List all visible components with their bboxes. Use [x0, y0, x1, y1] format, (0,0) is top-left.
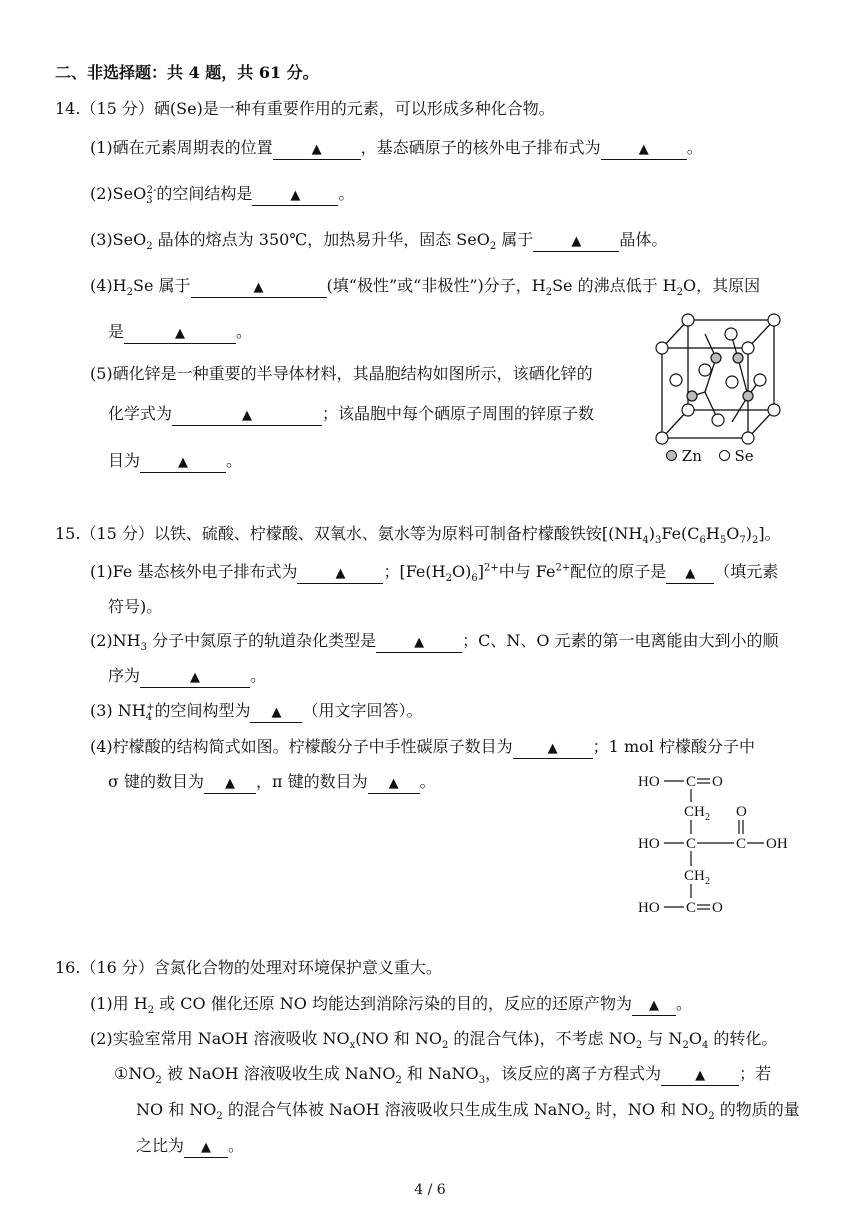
q14-part1: (1)硒在元素周期表的位置 ▲ ，基态硒原子的核外电子排布式为 ▲ 。	[90, 137, 703, 160]
answer-blank[interactable]: ▲	[250, 702, 302, 723]
struct-ho-mid: HO	[638, 836, 660, 852]
q15-part4-cont: σ 键的数目为 ▲ ，π 键的数目为 ▲ 。	[108, 771, 436, 794]
q16-sub1-cont: NO 和 $NO_2$ 的混合气体被 NaOH 溶液吸收只生成生成 NaNO$_2$ 时，NO 和 $NO_2$ 的物质的量	[136, 1100, 800, 1123]
struct-ho-bot: HO	[638, 900, 660, 916]
answer-blank[interactable]: ▲	[513, 738, 593, 759]
q15-part4: (4)柠檬酸的结构简式如图。柠檬酸分子中手性碳原子数目为 ▲ ；1 mol 柠檬酸分子中	[90, 736, 755, 759]
answer-blank[interactable]: ▲	[368, 773, 420, 794]
q16-part1: (1)用 $H_2$ 或 CO 催化还原 NO 均能达到消除污染的目的，反应的还原产物为 ▲ 。	[90, 994, 693, 1017]
q16-sub1: $①NO_2$ 被 NaOH 溶液吸收生成 NaNO$_2$ 和 NaNO$_3$，该反应的离子方程式为 ▲ ；若	[114, 1064, 772, 1087]
q16-heading: 16.（16 分）含氮化合物的处理对环境保护意义重大。	[55, 958, 442, 977]
answer-blank[interactable]: ▲	[172, 405, 322, 426]
q14-heading: 14.（15 分）硒(Se)是一种有重要作用的元素，可以形成多种化合物。	[55, 99, 555, 118]
answer-blank[interactable]: ▲	[140, 452, 226, 473]
answer-blank[interactable]: ▲	[184, 1137, 228, 1158]
q15-heading: 15.（15 分）以铁、硫酸、柠檬酸、双氧水、氨水等为原料可制备柠檬酸铁铵$[(NH_4)_3Fe(C_6H_5O_7)_2]$。	[55, 524, 781, 547]
struct-o-side: O	[736, 804, 747, 820]
answer-blank[interactable]: ▲	[140, 667, 250, 688]
struct-sub-2b: 2	[705, 876, 710, 887]
answer-blank[interactable]: ▲	[601, 139, 687, 160]
answer-blank[interactable]: ▲	[632, 995, 676, 1016]
q16-part2: (2)实验室常用 NaOH 溶液吸收 $NO_x(NO$ 和 $NO_2$ 的混合气体)，不考虑 $NO_2$ 与 $N_2O_4$ 的转化。	[90, 1029, 778, 1052]
q14-part5-cont: 化学式为 ▲ ；该晶胞中每个硒原子周围的锌原子数	[108, 403, 594, 426]
q15-part2: $(2)NH_3$ 分子中氮原子的轨道杂化类型是 ▲ ；C、N、O 元素的第一电离能由大到小的顺	[90, 631, 779, 654]
q14-part2: (2)SeO$_3^{2-}$的空间结构是 ▲ 。	[90, 184, 355, 207]
answer-blank[interactable]: ▲	[124, 323, 236, 344]
q14-part5-cont2: 目为 ▲ 。	[108, 450, 242, 473]
struct-ho-top: HO	[638, 774, 660, 790]
struct-oh-side: OH	[766, 836, 788, 852]
struct-o-bot: O	[712, 900, 723, 916]
answer-blank[interactable]: ▲	[297, 563, 383, 584]
struct-ch2-bot: CH	[684, 868, 705, 884]
q14-part4-cont: 是 ▲ 。	[108, 321, 252, 344]
answer-blank[interactable]: ▲	[204, 773, 256, 794]
section-header: 二、非选择题：共 4 题，共 61 分。	[55, 63, 319, 82]
q16-sub1-cont2: 之比为 ▲ 。	[136, 1135, 244, 1158]
struct-ch2-top: CH	[684, 804, 705, 820]
answer-blank[interactable]: ▲	[666, 563, 714, 584]
answer-blank[interactable]: ▲	[533, 231, 619, 252]
struct-c-side: C	[736, 836, 747, 852]
q15-part1-cont: 符号)。	[108, 597, 163, 616]
q15-part3: (3) $NH_4^+$的空间构型为 ▲ （用文字回答）。	[90, 701, 423, 724]
q14-part5: (5)硒化锌是一种重要的半导体材料，其晶胞结构如图所示，该硒化锌的	[90, 364, 593, 383]
answer-blank[interactable]: ▲	[252, 185, 338, 206]
q15-part2-cont: 序为 ▲ 。	[108, 665, 266, 688]
unit-cell-legend: Zn Se	[666, 445, 754, 467]
struct-sub-2a: 2	[705, 812, 710, 823]
page-number: 4 / 6	[414, 1182, 446, 1198]
struct-c-bot: C	[686, 900, 697, 916]
q15-part1: (1)Fe 基态核外电子排布式为 ▲ ；$[Fe(H_2O)_6]^{2+}$中与 $Fe^{2+}$配位的原子是 ▲ （填元素	[90, 562, 779, 585]
q14-part3: (3)SeO$_2$ 晶体的熔点为 350℃，加热易升华，固态 SeO$_2$ 属于 ▲ 晶体。	[90, 230, 668, 253]
struct-c-mid: C	[686, 836, 697, 852]
q14-part4: $(4)H_2Se$ 属于 ▲ (填“极性”或“非极性”)分子，$H_2Se$ 的沸点低于 $H_2O$，其原因	[90, 276, 761, 299]
answer-blank[interactable]: ▲	[661, 1065, 739, 1086]
answer-blank[interactable]: ▲	[376, 632, 462, 653]
answer-blank[interactable]: ▲	[273, 139, 361, 160]
answer-blank[interactable]: ▲	[191, 277, 327, 298]
struct-o-top: O	[712, 774, 723, 790]
struct-c-top: C	[686, 774, 697, 790]
citric-acid-structure	[630, 768, 810, 920]
